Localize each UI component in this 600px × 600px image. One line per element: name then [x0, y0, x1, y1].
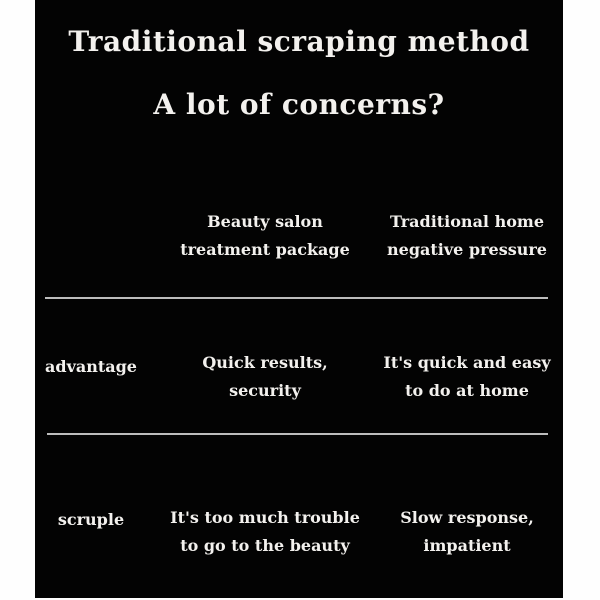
cell-advantage-traditional-home	[383, 349, 550, 405]
column-header-line: Beauty salon	[207, 212, 323, 231]
cell-advantage-beauty-salon	[202, 349, 327, 405]
column-header-traditional-home	[387, 208, 547, 264]
cell-scruple-beauty-salon	[170, 504, 360, 560]
row-label-advantage: advantage	[45, 357, 137, 376]
cell-scruple-traditional-home	[400, 504, 534, 560]
poster-subtitle: A lot of concerns?	[153, 88, 445, 121]
cell-line: security	[229, 381, 301, 400]
column-header-line: negative pressure	[387, 240, 547, 259]
cell-line: to do at home	[405, 381, 529, 400]
poster-panel	[35, 0, 563, 598]
cell-line: It's too much trouble	[170, 508, 360, 527]
row-label-scruple: scruple	[57, 510, 125, 529]
cell-line: Slow response,	[400, 508, 534, 527]
cell-line: Quick results,	[202, 353, 328, 372]
table-divider-top	[45, 297, 548, 299]
table-divider-bottom	[47, 433, 548, 435]
column-header-line: Traditional home	[389, 212, 544, 231]
column-header-beauty-salon	[180, 208, 350, 264]
cell-line: It's quick and easy	[383, 353, 551, 372]
poster-title: Traditional scraping method	[68, 25, 530, 58]
column-header-line: treatment package	[180, 240, 350, 259]
cell-line: impatient	[423, 536, 511, 555]
cell-line: to go to the beauty	[180, 536, 350, 555]
